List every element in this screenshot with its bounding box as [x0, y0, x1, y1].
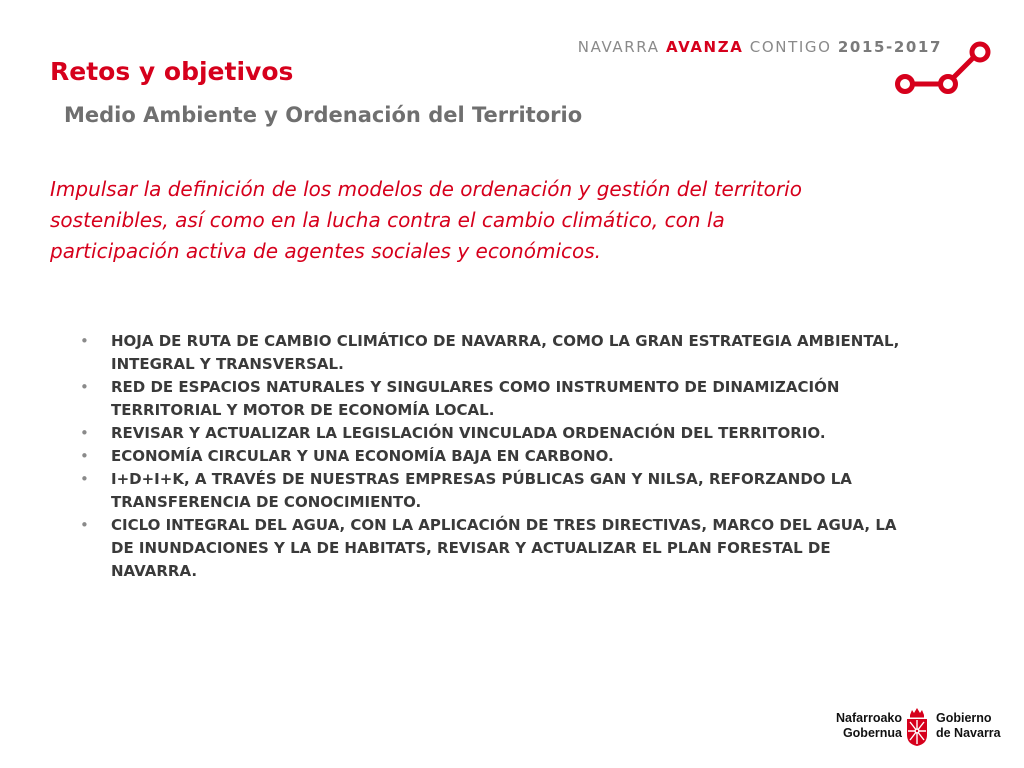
list-item-text: HOJA DE RUTA DE CAMBIO CLIMÁTICO DE NAVARRA, COMO LA GRAN ESTRATEGIA AMBIENTAL, INTEGRAL Y TRANSVERSAL. [111, 332, 900, 373]
list-item-text: CICLO INTEGRAL DEL AGUA, CON LA APLICACIÓN DE TRES DIRECTIVAS, MARCO DEL AGUA, LA DE INUNDACIONES Y LA DE HABITATS, REVISAR Y ACTUALIZAR EL PLAN FORESTAL DE NAVARRA. [111, 516, 897, 580]
brand-part-avanza: AVANZA [665, 38, 744, 56]
brand-part-navarra: NAVARRA [577, 38, 660, 56]
list-item [80, 422, 910, 445]
objectives-list [80, 330, 910, 583]
bullet-icon: • [80, 332, 89, 350]
list-item-text: RED DE ESPACIOS NATURALES Y SINGULARES COMO INSTRUMENTO DE DINAMIZACIÓN TERRITORIAL Y MOTOR DE ECONOMÍA LOCAL. [111, 378, 840, 419]
government-name-spanish-line2: de Navarra [936, 726, 1001, 740]
bullet-icon: • [80, 424, 89, 442]
bullet-icon: • [80, 470, 89, 488]
list-item [80, 445, 910, 468]
list-item [80, 514, 910, 583]
list-item-text: ECONOMÍA CIRCULAR Y UNA ECONOMÍA BAJA EN CARBONO. [111, 447, 614, 465]
brand-part-contigo: CONTIGO [749, 38, 832, 56]
bullet-icon: • [80, 516, 89, 534]
government-name-spanish-line1: Gobierno [936, 711, 992, 725]
intro-statement: Impulsar la definición de los modelos de ordenación y gestión del territorio sostenibles, así como en la lucha contra el cambio climático, con la participación activa de agentes sociales y económicos. [50, 177, 802, 263]
list-item [80, 468, 910, 514]
list-item [80, 330, 910, 376]
list-item-text: REVISAR Y ACTUALIZAR LA LEGISLACIÓN VINCULADA ORDENACIÓN DEL TERRITORIO. [111, 424, 826, 442]
government-name-basque [836, 711, 902, 741]
navarra-coat-of-arms-icon [904, 707, 930, 747]
page-title: Retos y objetivos [50, 57, 294, 86]
government-name-basque-line1: Nafarroako [836, 711, 902, 725]
government-name-spanish [936, 711, 1001, 741]
brand-part-years: 2015-2017 [837, 38, 942, 56]
list-item-text: I+D+I+K, A TRAVÉS DE NUESTRAS EMPRESAS PÚBLICAS GAN Y NILSA, REFORZANDO LA TRANSFERENCIA DE CONOCIMIENTO. [111, 470, 852, 511]
government-name-basque-line2: Gobernua [842, 726, 902, 740]
connected-circles-icon [893, 40, 993, 100]
bullet-icon: • [80, 447, 89, 465]
government-logo [836, 707, 1001, 747]
brand-tagline [578, 38, 942, 56]
list-item [80, 376, 910, 422]
bullet-icon: • [80, 378, 89, 396]
page-subtitle: Medio Ambiente y Ordenación del Territorio [64, 103, 583, 127]
